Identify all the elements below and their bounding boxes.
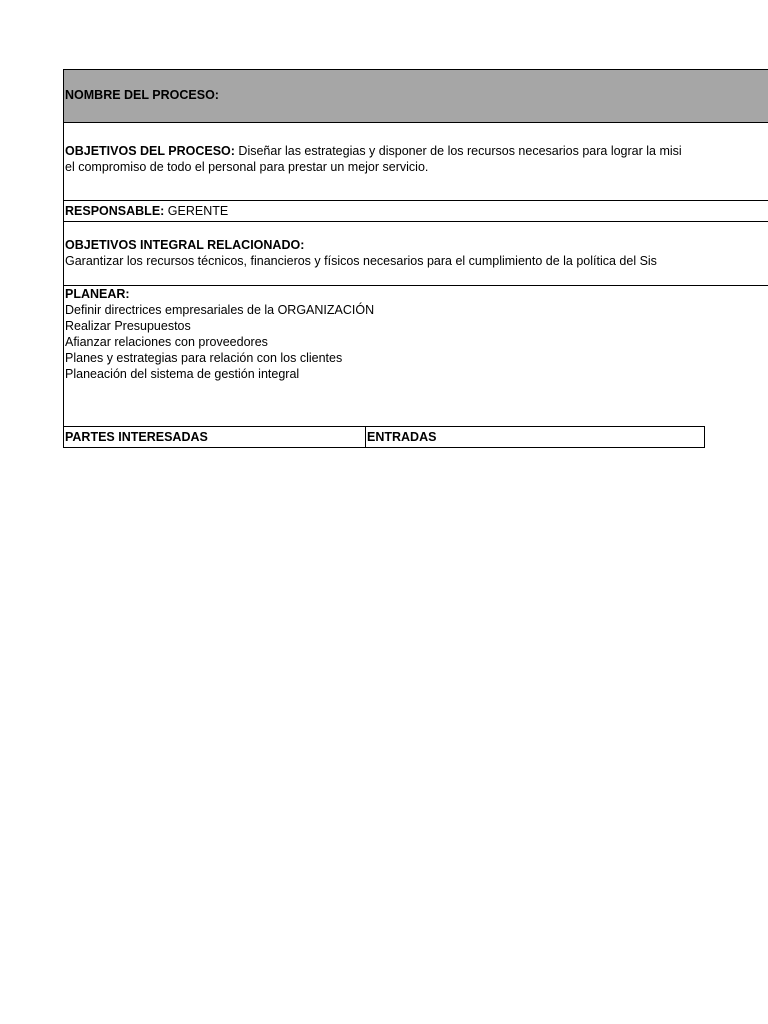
integral-objectives-row <box>63 221 768 285</box>
process-objectives-line-1 <box>65 143 768 159</box>
process-objectives-text-2: el compromiso de todo el personal para prestar un mejor servicio. <box>65 160 429 174</box>
stakeholders-table-header <box>63 426 768 448</box>
process-objectives-text-1: Diseñar las estrategias y disponer de los recursos necesarios para lograr la misi <box>234 144 682 158</box>
process-objectives-row <box>63 123 768 200</box>
responsible-row <box>63 200 768 221</box>
plan-item: Realizar Presupuestos <box>65 319 191 333</box>
plan-row <box>63 285 768 426</box>
process-name-row <box>63 69 768 123</box>
plan-item: Definir directrices empresariales de la ORGANIZACIÓN <box>65 303 375 317</box>
integral-objectives-text: Garantizar los recursos técnicos, financieros y físicos necesarios para el cumplimiento de la política del Sis <box>65 254 657 268</box>
table-header-inputs: ENTRADAS <box>365 426 705 448</box>
integral-objectives-label: OBJETIVOS INTEGRAL RELACIONADO: <box>65 238 305 252</box>
plan-label: PLANEAR: <box>65 287 130 301</box>
responsible-value: GERENTE <box>164 204 229 218</box>
plan-item: Planes y estrategias para relación con los clientes <box>65 351 343 365</box>
process-objectives-label: OBJETIVOS DEL PROCESO: <box>65 144 235 158</box>
table-header-stakeholders: PARTES INTERESADAS <box>63 426 366 448</box>
plan-item: Afianzar relaciones con proveedores <box>65 335 268 349</box>
plan-item: Planeación del sistema de gestión integral <box>65 367 300 381</box>
process-sheet <box>63 69 768 449</box>
responsible-label: RESPONSABLE: <box>65 204 165 218</box>
process-name-label: NOMBRE DEL PROCESO: <box>65 88 219 102</box>
